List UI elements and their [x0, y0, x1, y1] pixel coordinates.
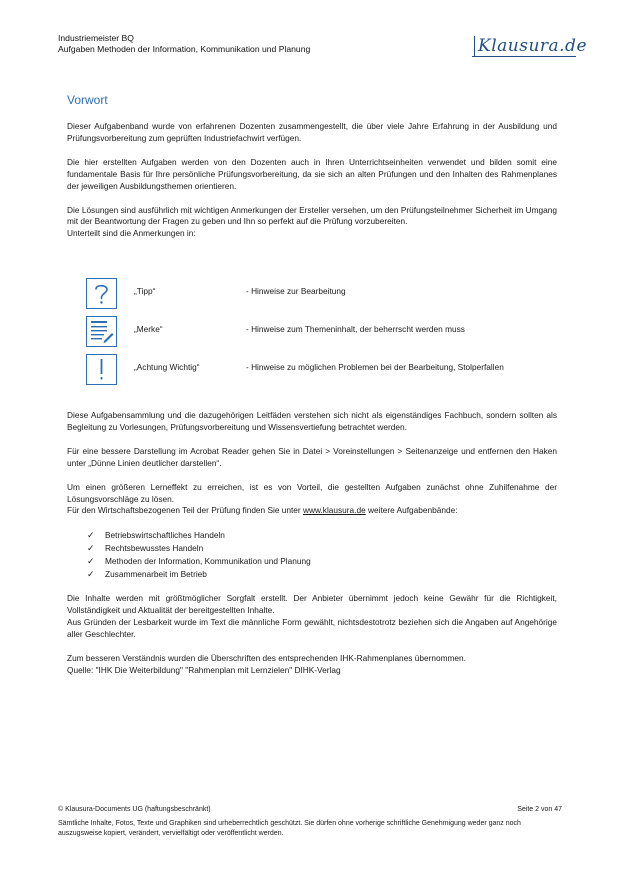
body-paragraph-4	[67, 505, 557, 517]
legend-desc: - Hinweise zur Bearbeitung	[246, 286, 346, 296]
intro-section	[67, 121, 557, 240]
footer-top	[58, 805, 562, 819]
legend-desc: - Hinweise zum Themeninhalt, der beherrscht werden muss	[246, 324, 465, 334]
body-paragraph-7: Zum besseren Verständnis wurden die Überschriften des entsprechenden IHK-Rahmenplanes übernommen.	[67, 652, 466, 663]
list-item-label: Betriebswirtschaftliches Handeln	[105, 530, 225, 541]
header-line-2: Aufgaben Methoden der Information, Kommunikation und Planung	[58, 44, 311, 54]
body-section	[67, 410, 557, 676]
list-item	[87, 529, 557, 542]
legend-row-tipp	[86, 278, 566, 316]
logo-underline	[472, 56, 576, 57]
note-icon	[86, 316, 117, 347]
legend-term: „Merke“	[134, 324, 163, 334]
page-title: Vorwort	[67, 93, 108, 107]
paragraph-4-prefix: Für den Wirtschaftsbezogenen Teil der Prüfung finden Sie unter	[67, 505, 303, 516]
page-footer	[58, 805, 562, 838]
volume-checklist	[87, 529, 557, 581]
list-item	[87, 542, 557, 555]
body-paragraph-6: Aus Gründen der Lesbarkeit wurde im Text die männliche Form gewählt, nichtsdestotrotz beziehen sich die Angaben auf Angehörige aller Geschlechter.	[67, 616, 557, 639]
body-paragraph-1: Diese Aufgabensammlung und die dazugehörigen Leitfäden verstehen sich nicht als eigenständiges Fachbuch, sondern sollten als Begleitung zu Vorlesungen, Prüfungsvorbereitung und Wissensvertiefung betrachtet werden.	[67, 410, 557, 432]
checkmark-icon: ✓	[87, 556, 95, 567]
logo-bar	[474, 36, 475, 56]
question-icon	[86, 278, 117, 309]
legend-desc: - Hinweise zu möglichen Problemen bei der Bearbeitung, Stolperfallen	[246, 362, 504, 372]
list-item-label: Zusammenarbeit im Betrieb	[105, 569, 207, 580]
checkmark-icon: ✓	[87, 530, 95, 541]
checkmark-icon: ✓	[87, 569, 95, 580]
footer-copyright: © Klausura-Documents UG (haftungsbeschränkt)	[58, 806, 211, 813]
legend-term: „Achtung Wichtig“	[134, 362, 200, 372]
header-line-1: Industriemeister BQ	[58, 33, 134, 43]
exclamation-icon	[86, 354, 117, 385]
copyright-notice: Sämtliche Inhalte, Fotos, Texte und Graphiken sind urheberrechtlich geschützt. Sie dürfen ohne vorherige schriftliche Genehmigung weder ganz noch auszugsweise kopiert, verändert, vervielfältigt oder veröffentlicht werden.	[58, 820, 521, 837]
paragraph-4-suffix: weitere Aufgabenbände:	[365, 505, 458, 516]
klausura-link[interactable]: www.klausura.de	[302, 505, 366, 516]
list-item	[87, 568, 557, 581]
body-paragraph-3: Um einen größeren Lerneffekt zu erreichen, ist es von Vorteil, die gestellten Aufgaben zunächst ohne Zuhilfenahme der Lösungsvorschläge zu lösen.	[67, 481, 557, 504]
legend-row-merke	[86, 316, 566, 354]
klausura-logo	[472, 34, 588, 60]
body-paragraph-2: Für eine bessere Darstellung im Acrobat Reader gehen Sie in Datei > Voreinstellungen > Seitenanzeige und entfernen den Haken unter „Dünne Linien deutlicher darstellen“.	[67, 445, 557, 468]
list-item-label: Rechtsbewusstes Handeln	[105, 543, 204, 554]
intro-paragraph-2: Die hier erstellten Aufgaben werden von den Dozenten auch in Ihren Unterrichtseinheiten verwendet und bilden somit eine fundamentale Basis für Ihre persönliche Prüfungsvorbereitung, da sie sich an alten Prüfungen und den Inhalten des Rahmenplanes der jeweiligen Ausbildungsthemen orientieren.	[67, 156, 557, 191]
intro-last-line: Unterteilt sind die Anmerkungen in:	[67, 228, 196, 239]
page-header	[58, 33, 310, 55]
legend-row-achtung	[86, 354, 566, 392]
intro-paragraph-3: Die Lösungen sind ausführlich mit wichtigen Anmerkungen der Ersteller versehen, um den Prüfungsteilnehmer Sicherheit im Umgang mit der Beantwortung der Fragen zu geben und Ihn so perfekt auf die Prüfung vorzubereiten.	[67, 204, 557, 227]
checkmark-icon: ✓	[87, 543, 95, 554]
list-item	[87, 555, 557, 568]
source-line: Quelle: "IHK Die Weiterbildung" "Rahmenplan mit Lernzielen" DIHK-Verlag	[67, 664, 341, 675]
page-number: Seite 2 von 47	[517, 806, 562, 813]
logo-text: Klausura.de	[478, 36, 588, 56]
intro-paragraph-1: Dieser Aufgabenband wurde von erfahrenen Dozenten zusammengestellt, die über viele Jahre Erfahrung in der Ausbildung und Prüfungsvorbereitung zum geprüften Industriefachwirt verfügen.	[67, 121, 557, 143]
annotation-legend	[86, 278, 566, 392]
legend-term: „Tipp“	[134, 286, 156, 296]
list-item-label: Methoden der Information, Kommunikation und Planung	[105, 556, 311, 567]
body-paragraph-5: Die Inhalte werden mit größtmöglicher Sorgfalt erstellt. Der Anbieter übernimmt jedoch keine Gewähr für die Richtigkeit, Vollständigkeit und Aktualität der bereitgestellten Inhalte.	[67, 592, 557, 615]
